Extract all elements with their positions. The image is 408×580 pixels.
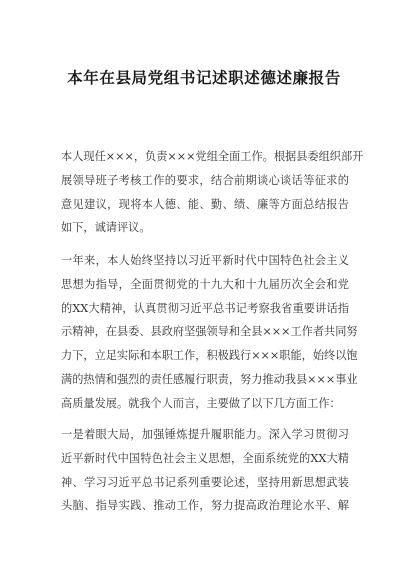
text-line: 示精神，在县委、县政府坚强领导和全县×××工作者共同努: [61, 325, 358, 339]
text-line: 头脑、指导实践、推动工作，努力提高政治理论水平、解: [61, 499, 349, 513]
text-line: 如下，诚请评议。: [61, 221, 151, 235]
text-line: 一是着眼大局，加强锤炼提升履职能力。深入学习贯彻习: [61, 428, 349, 441]
text-line: 一年来，本人始终坚持以习近平新时代中国特色社会主义: [61, 254, 349, 267]
text-line: 高质量发展。就我个人而言，主要做了以下几方面工作：: [61, 396, 341, 410]
text-line: 近平新时代中国特色社会主义思想，全面系统党的XX大精: [61, 451, 349, 465]
text-line: 意见建议，现将本人德、能、勤、绩、廉等方面总结报告: [61, 197, 349, 211]
paragraph-overview: [61, 249, 358, 416]
text-line: 展领导班子考核工作的要求，结合前期谈心谈话等征求的: [61, 173, 349, 187]
paragraph-point-one: [61, 423, 349, 518]
document-title: 本年在县局党组书记述职述德述廉报告: [67, 69, 341, 87]
text-line: 本人现任×××，负责×××党组全面工作。根据县委组织部开: [61, 150, 364, 163]
text-line: 神、学习习近平总书记系列重要论述，坚持用新思想武装: [61, 475, 349, 489]
text-line: 力下，立足实际和本职工作，积极践行×××职能，始终以饱: [61, 349, 358, 363]
text-line: 满的热情和强烈的责任感履行职责，努力推动我县×××事业: [61, 372, 358, 386]
text-line: 思想为指导，全面贯彻党的十九大和十九届历次全会和党: [61, 277, 349, 291]
paragraph-intro: [61, 145, 364, 240]
text-line: 的XX大精神，认真贯彻习近平总书记考察我省重要讲话指: [61, 301, 349, 315]
